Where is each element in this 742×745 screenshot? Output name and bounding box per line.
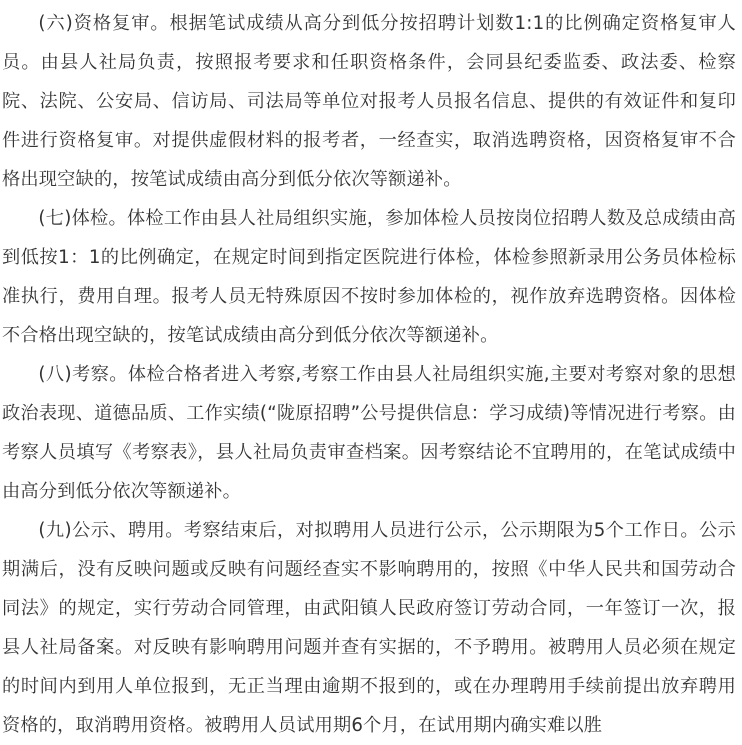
paragraph-physical-exam: (七)体检。体检工作由县人社局组织实施，参加体检人员按岗位招聘人数及总成绩由高到低按1：1的比例确定，在规定时间到指定医院进行体检，体检参照新录用公务员体检标准执行，费用自理。报考人员无特殊原因不按时参加体检的，视作放弃选聘资格。因体检不合格出现空缺的，按笔试成绩由高分到低分依次等额递补。 (2, 208, 736, 346)
paragraph-publicity-employment: (九)公示、聘用。考察结束后，对拟聘用人员进行公示，公示期限为5个工作日。公示期满后，没有反映问题或反映有问题经查实不影响聘用的，按照《中华人民共和国劳动合同法》的规定，实行劳动合同管理，由武阳镇人民政府签订劳动合同，一年签订一次，报县人社局备案。对反映有影响聘用问题并查有实据的，不予聘用。被聘用人员必须在规定的时间内到用人单位报到，无正当理由逾期不报到的，或在办理聘用手续前提出放弃聘用资格的，取消聘用资格。被聘用人员试用期6个月，在试用期内确实难以胜 (2, 520, 736, 736)
paragraph-qualification-review: (六)资格复审。根据笔试成绩从高分到低分按招聘计划数1:1的比例确定资格复审人员。由县人社局负责，按照报考要求和任职资格条件，会同县纪委监委、政法委、检察院、法院、公安局、信访局、司法局等单位对报考人员报名信息、提供的有效证件和复印件进行资格复审。对提供虚假材料的报考者，一经查实，取消选聘资格，因资格复审不合格出现空缺的，按笔试成绩由高分到低分依次等额递补。 (2, 13, 736, 190)
paragraph-inspection: (八)考察。体检合格者进入考察,考察工作由县人社局组织实施,主要对考察对象的思想政治表现、道德品质、工作实绩(“陇原招聘”公号提供信息：学习成绩)等情况进行考察。由考察人员填写《考察表》，县人社局负责审查档案。因考察结论不宜聘用的，在笔试成绩中由高分到低分依次等额递补。 (2, 364, 736, 502)
